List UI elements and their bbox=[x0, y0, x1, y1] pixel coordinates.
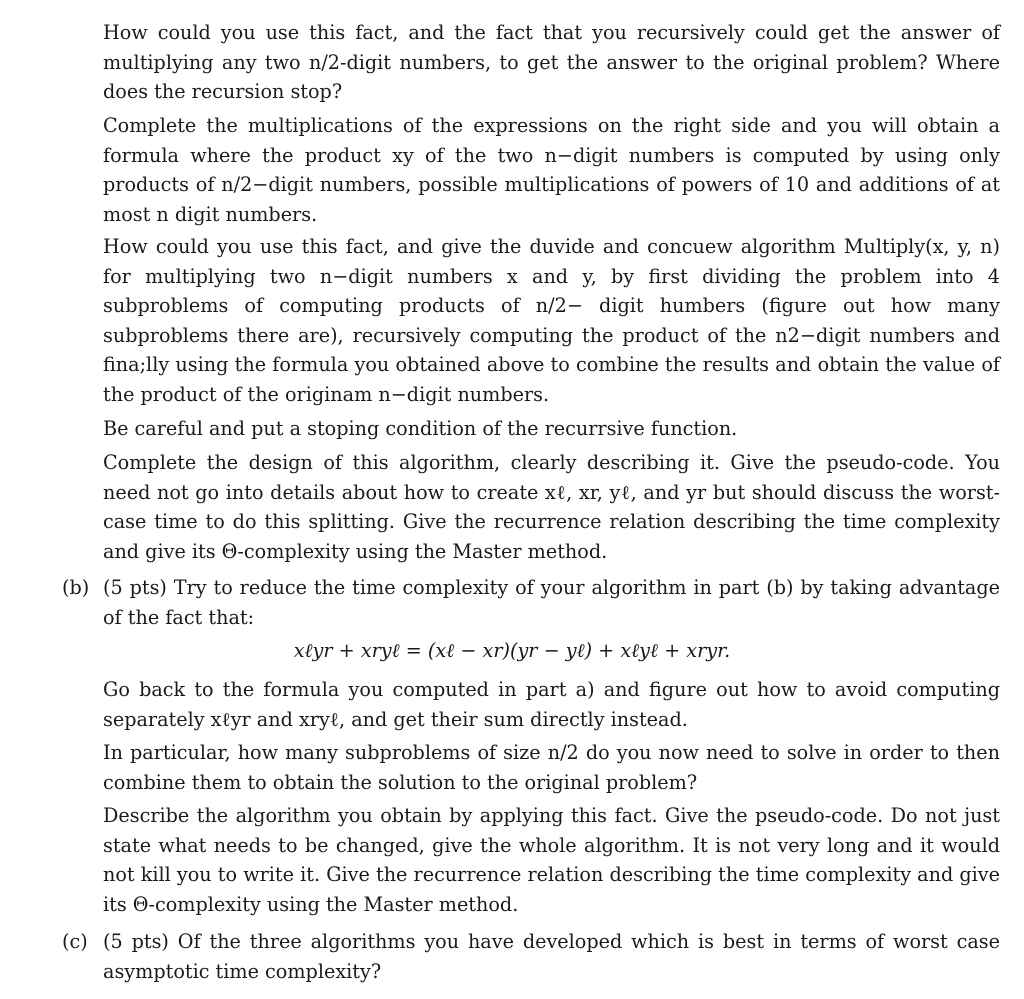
paragraph-divide-and-conquer: How could you use this fact, and give the duvide and concuew algorithm Multiply(x, y, n) for multiplying two n−digit numbers x and y, by first dividing the problem into 4 subproblems of computing products of n/2− digit humbers (figure out how many subproblems there are), recursively computing the product of the n2−digit numbers and fina;lly using the formula you obtained above to combine the results and obtain the value of the product of the originam n−digit numbers. bbox=[103, 235, 1000, 406]
item-b-label: (b) bbox=[62, 576, 90, 599]
item-b-intro: (5 pts) Try to reduce the time complexity of your algorithm in part (b) by taking advantage of the fact that: bbox=[103, 576, 1000, 629]
item-c-text: (5 pts) Of the three algorithms you have developed which is best in terms of worst case asymptotic time complexity? bbox=[103, 930, 1000, 983]
paragraph-describe-algorithm: Describe the algorithm you obtain by applying this fact. Give the pseudo-code. Do not just state what needs to be changed, give the whole algorithm. It is not very long and it would not kill you to write it. Give the recurrence relation describing the time complexity and give its Θ-complexity using the Master method. bbox=[103, 804, 1000, 916]
paragraph-stopping-condition: Be careful and put a stoping condition of the recurrsive function. bbox=[103, 417, 738, 440]
paragraph-complete-multiplications: Complete the multiplications of the expressions on the right side and you will obtain a formula where the product xy of the two n−digit numbers is computed by using only products of n/2−digit numbers, possible multiplications of powers of 10 and additions of at most n digit numbers. bbox=[103, 114, 1000, 226]
paragraph-how-many-subproblems: In particular, how many subproblems of size n/2 do you now need to solve in order to then combine them to obtain the solution to the original problem? bbox=[103, 741, 1000, 794]
identity-formula: xℓyr + xryℓ = (xℓ − xr)(yr − yℓ) + xℓyℓ + xryr. bbox=[293, 639, 731, 662]
paragraph-go-back: Go back to the formula you computed in part a) and figure out how to avoid computing separately xℓyr and xryℓ, and get their sum directly instead. bbox=[103, 678, 1000, 731]
paragraph-complete-design: Complete the design of this algorithm, clearly describing it. Give the pseudo-code. You need not go into details about how to create xℓ, xr, yℓ, and yr but should discuss the worst-case time to do this splitting. Give the recurrence relation describing the time complexity and give its Θ-complexity using the Master method. bbox=[103, 451, 1000, 563]
paragraph-recursion-question: How could you use this fact, and the fact that you recursively could get the answer of multiplying any two n/2-digit numbers, to get the answer to the original problem? Where does the recursion stop? bbox=[103, 21, 1000, 104]
item-c-label: (c) bbox=[62, 930, 88, 953]
